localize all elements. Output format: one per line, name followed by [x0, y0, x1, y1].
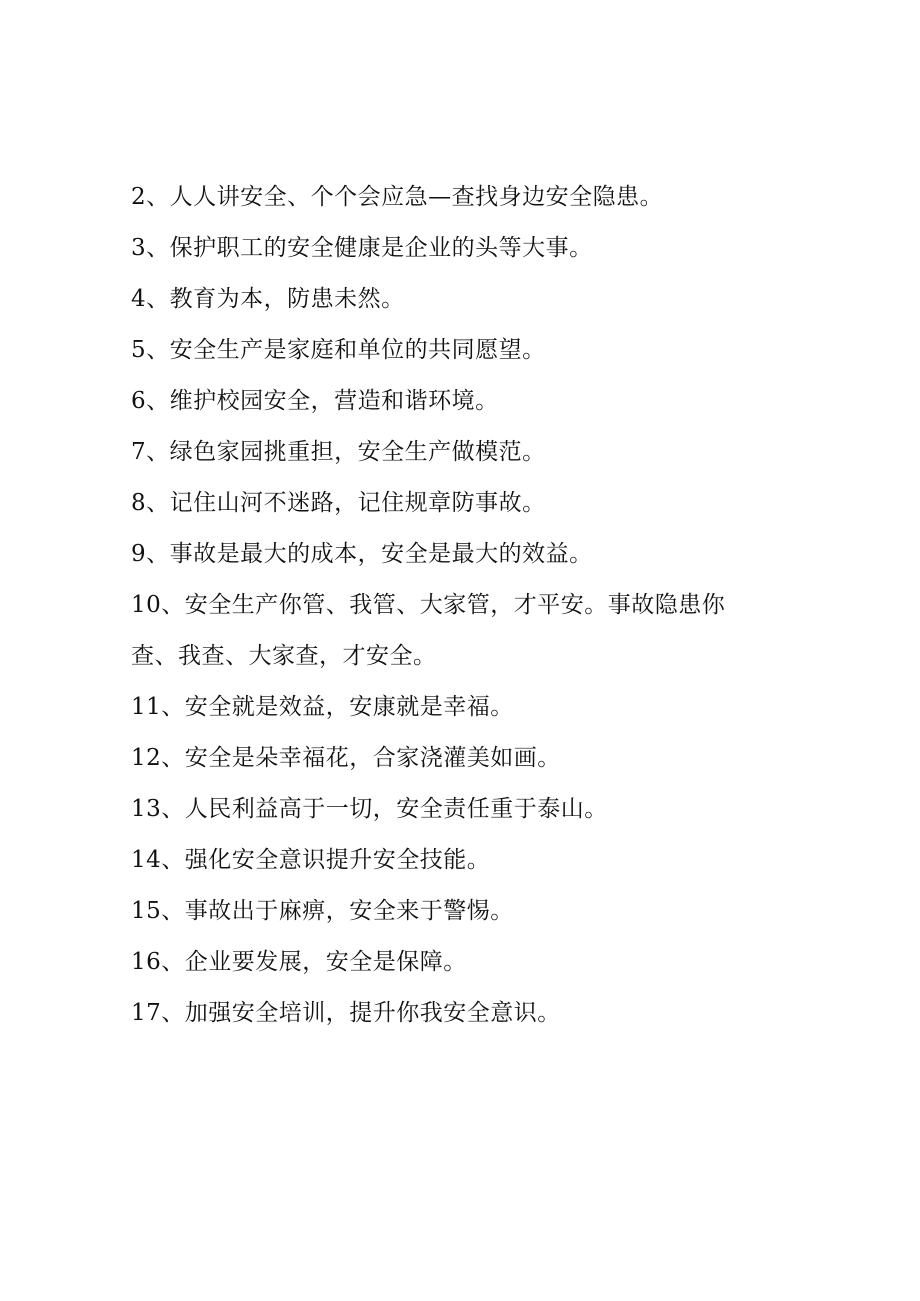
- slogan-line: 15、事故出于麻痹，安全来于警惕。: [131, 898, 514, 924]
- slogan-line: 16、企业要发展，安全是保障。: [131, 949, 467, 975]
- slogan-line: 12、安全是朵幸福花，合家浇灌美如画。: [131, 745, 561, 771]
- slogan-line: 13、人民利益高于一切，安全责任重于泰山。: [131, 796, 608, 822]
- slogan-line: 4、教育为本，防患未然。: [131, 286, 405, 312]
- slogan-line: 11、安全就是效益，安康就是幸福。: [131, 694, 514, 720]
- slogan-line: 8、记住山河不迷路，记住规章防事故。: [131, 490, 546, 516]
- slogan-line: 9、事故是最大的成本，安全是最大的效益。: [131, 541, 593, 567]
- slogan-line: 3、保护职工的安全健康是企业的头等大事。: [131, 235, 593, 261]
- slogan-line: 2、人人讲安全、个个会应急—查找身边安全隐患。: [131, 184, 664, 210]
- slogan-line: 6、维护校园安全，营造和谐环境。: [131, 388, 499, 414]
- slogan-line: 17、加强安全培训，提升你我安全意识。: [131, 1000, 561, 1026]
- slogan-line: 10、安全生产你管、我管、大家管，才平安。事故隐患你: [131, 592, 726, 618]
- slogan-line: 7、绿色家园挑重担，安全生产做模范。: [131, 439, 546, 465]
- slogan-line-continuation: 查、我查、大家查，才安全。: [131, 643, 437, 669]
- slogan-list: [131, 172, 771, 1039]
- slogan-line: 14、强化安全意识提升安全技能。: [131, 847, 491, 873]
- slogan-line: 5、安全生产是家庭和单位的共同愿望。: [131, 337, 546, 363]
